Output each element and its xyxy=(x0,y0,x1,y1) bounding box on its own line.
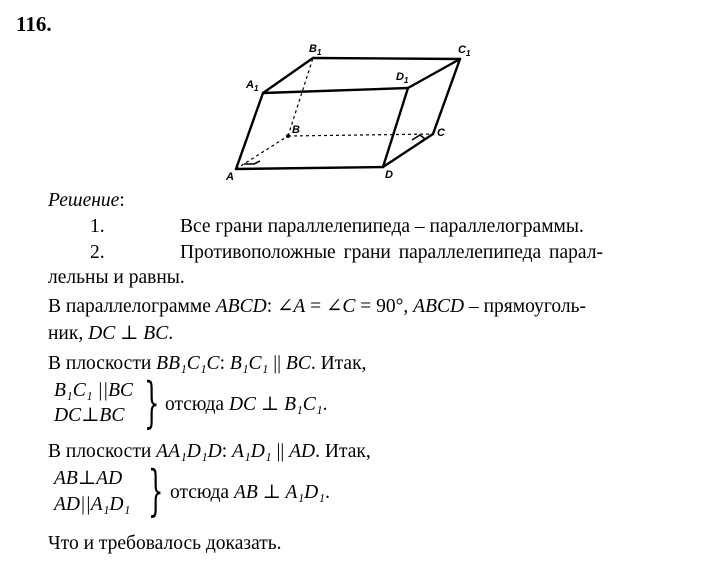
system-2-brace: } xyxy=(148,459,164,522)
label-c: C xyxy=(437,127,445,139)
item-1-number: 1. xyxy=(90,216,105,237)
system-1-line-1: B₁C₁ ||BC xyxy=(54,380,133,401)
edge-d1-a1 xyxy=(263,88,408,93)
point-b xyxy=(286,134,290,138)
label-a1: $A_1$ xyxy=(246,79,259,93)
label-d: D xyxy=(385,169,393,181)
statement-dc-perp-bc: ник, DC ⊥ BC. xyxy=(48,323,174,344)
item-2-text: Противоположные грани параллелепипеда парал- xyxy=(180,242,603,263)
problem-number: 116. xyxy=(16,12,52,36)
label-d1: $D_1$ xyxy=(396,71,409,85)
system-1-brace: } xyxy=(144,371,160,434)
label-b1: $B_1$ xyxy=(309,43,322,57)
system-2-line-1: AB⊥AD xyxy=(54,468,123,489)
plane-2-statement: В плоскости AA₁D₁D: A₁D₁ || AD. Итак, xyxy=(48,441,371,462)
system-2-line-2: AD||A₁D₁ xyxy=(54,494,131,515)
item-2-continuation: лельны и равны. xyxy=(48,267,185,288)
edge-d-d1 xyxy=(383,88,408,167)
edge-a-b xyxy=(236,136,288,169)
item-2-number: 2. xyxy=(90,242,105,263)
system-1-line-2: DC⊥BC xyxy=(54,405,125,426)
system-2-result: отсюда AB ⊥ A₁D₁. xyxy=(170,482,330,503)
plane-1-statement: В плоскости BB₁C₁C: B₁C₁ || BC. Итак, xyxy=(48,353,367,374)
edge-b1-c1 xyxy=(313,58,460,59)
label-a: A xyxy=(226,171,234,183)
edge-b-c xyxy=(288,134,433,136)
label-c1: $C_1$ xyxy=(458,44,471,58)
edge-a-a1 xyxy=(236,93,263,169)
edge-a-d xyxy=(236,167,383,169)
solution-heading: Решение: xyxy=(48,190,125,211)
edge-d-c xyxy=(383,134,433,167)
parallelepiped-figure xyxy=(220,36,490,186)
conclusion: Что и требовалось доказать. xyxy=(48,533,282,554)
system-1-result: отсюда DC ⊥ B₁C₁. xyxy=(165,394,328,415)
label-b: B xyxy=(292,124,300,136)
edge-c-c1 xyxy=(433,59,460,134)
statement-abcd: В параллелограмме ABCD: ∠A = ∠C = 90°, ABCD – прямоуголь- xyxy=(48,296,586,317)
item-1-text: Все грани параллелепипеда – параллелограммы. xyxy=(180,216,584,237)
edge-a1-b1 xyxy=(263,58,313,93)
